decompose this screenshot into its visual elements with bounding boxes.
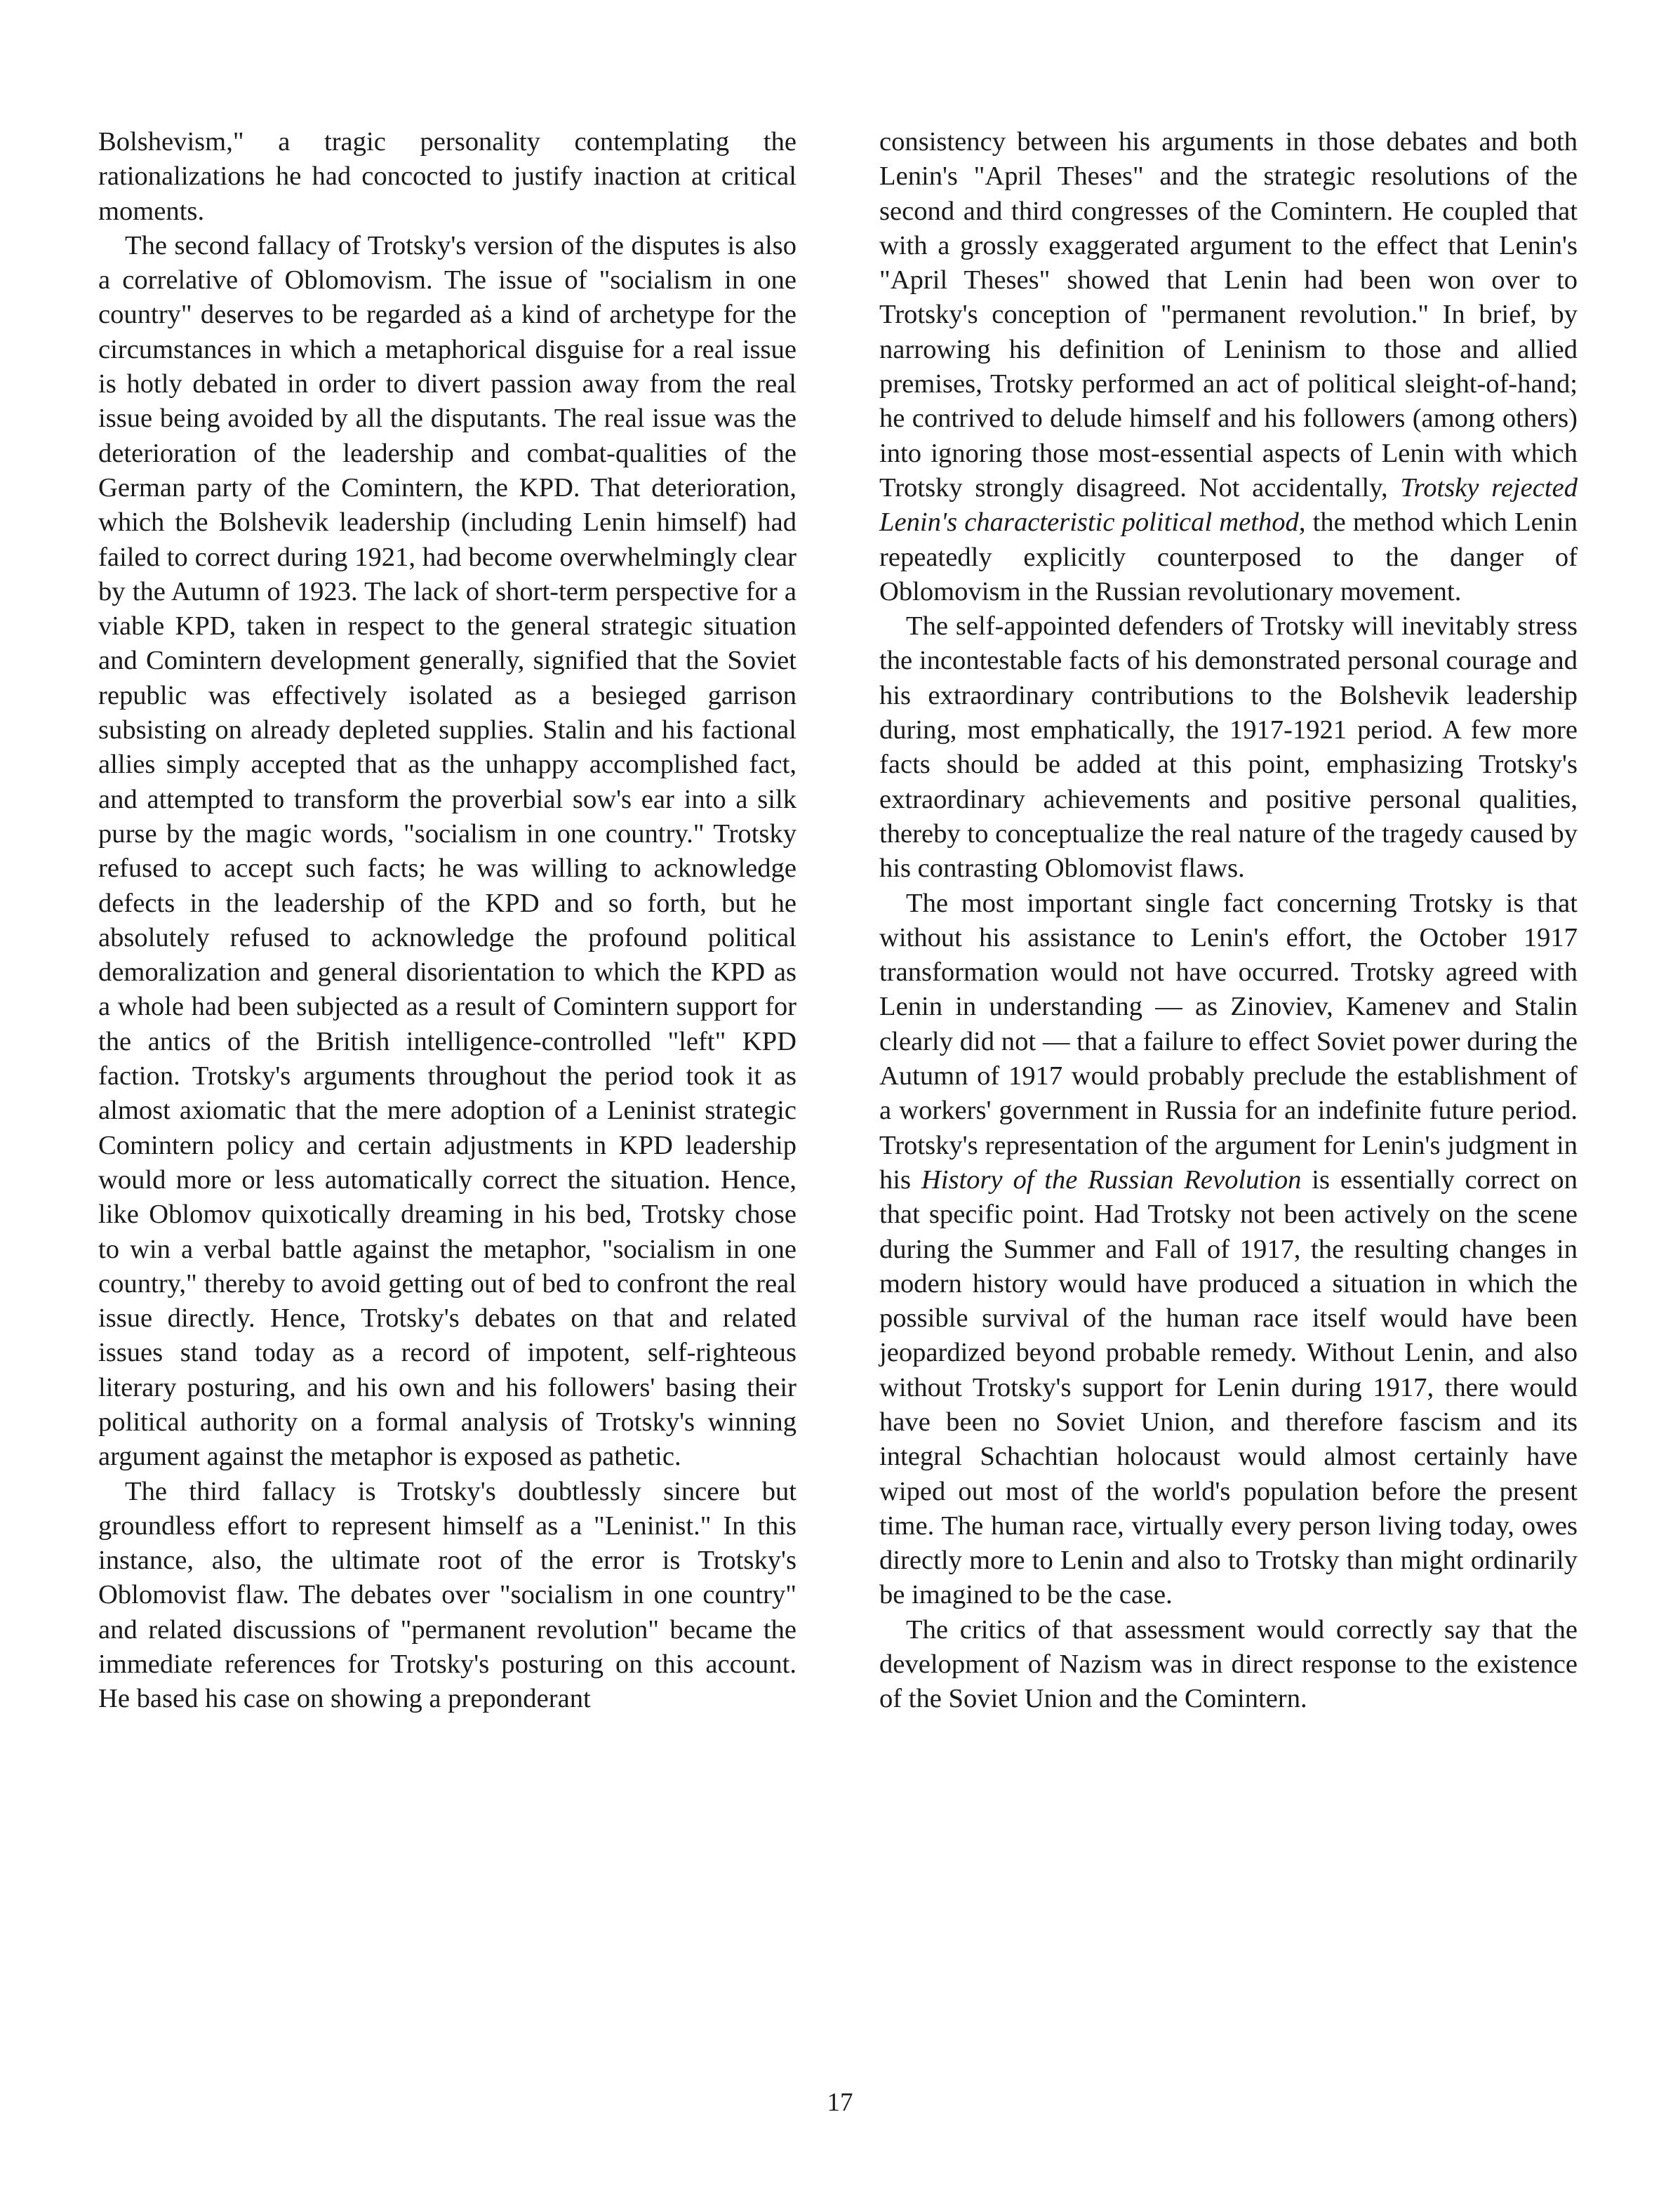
paragraph-consistency: [879, 125, 1578, 609]
paragraph-text: consistency between his arguments in those debates and both Lenin's "April Theses" and the strategic resolutions of the second and third congresses of the Comintern. He coupled that with a grossly exaggerated argument to the effect that Lenin's "April Theses" showed that Lenin had been won over to Trotsky's conception of "permanent revolution." In brief, by narrowing his definition of Leninism to those and allied premises, Trotsky performed an act of political sleight-of-hand; he contrived to delude himself and his followers (among others) into ignoring those most-essential aspects of Lenin with which Trotsky strongly disagreed. Not accidentally,: [879, 127, 1578, 503]
right-column: [879, 125, 1578, 1717]
paragraph-defenders: The self-appointed defenders of Trotsky will inevitably stress the incontestable facts of his demonstrated personal courage and his extraordinary contributions to the Bolshevik leadership during, most emphatically, the 1917-1921 period. A few more facts should be added at this point, emphasizing Trotsky's extraordinary achievements and positive personal qualities, thereby to conceptualize the real nature of the tragedy caused by his contrasting Oblomovist flaws.: [879, 611, 1578, 884]
paragraph-critics: The critics of that assessment would correctly say that the development of Nazism was in direct response to the existence of the Soviet Union and the Comintern.: [879, 1614, 1578, 1714]
emphasis-text: Trotsky rejected Lenin's characteristic political method: [879, 472, 1578, 538]
paragraph-important-fact: [879, 887, 1578, 1613]
book-title: History of the Russian Revolution: [921, 1164, 1302, 1195]
paragraph-text: , the method which Lenin repeatedly explicitly counterposed to the danger of Oblomovism in the Russian revolutionary movement.: [879, 507, 1578, 606]
left-column: [98, 125, 796, 1717]
paragraph-second-fallacy: The second fallacy of Trotsky's version of the disputes is also a correlative of Oblomovism. The issue of "socialism in one country" deserves to be regarded aṡ a kind of archetype for the circumstances in which a metaphorical disguise for a real issue is hotly debated in order to divert passion away from the real issue being avoided by all the disputants. The real issue was the deterioration of the leadership and combat-qualities of the German party of the Comintern, the KPD. That deterioration, which the Bolshevik leadership (including Lenin himself) had failed to correct during 1921, had become overwhelmingly clear by the Autumn of 1923. The lack of short-term perspective for a viable KPD, taken in respect to the general strategic situation and Comintern development generally, signified that the Soviet republic was effectively isolated as a besieged garrison subsisting on already depleted supplies. Stalin and his factional allies simply accepted that as the unhappy accomplished fact, and attempted to transform the proverbial sow's ear into a silk purse by the magic words, "socialism in one country." Trotsky refused to accept such facts; he was willing to acknowledge defects in the leadership of the KPD and so forth, but he absolutely refused to acknowledge the profound political demoralization and general disorientation to which the KPD as a whole had been subjected as a result of Comintern support for the antics of the British intelligence-controlled "left" KPD faction. Trotsky's arguments throughout the period took it as almost axiomatic that the mere adoption of a Leninist strategic Comintern policy and certain adjustments in KPD leadership would more or less automatically correct the situation. Hence, like Oblomov quixotically dreaming in his bed, Trotsky chose to win a verbal battle against the metaphor, "socialism in one country," thereby to avoid getting out of bed to confront the real issue directly. Hence, Trotsky's debates on that and related issues stand today as a record of impotent, self-righteous literary posturing, and his own and his followers' basing their political authority on a formal analysis of Trotsky's winning argument against the metaphor is exposed as pathetic.: [98, 230, 796, 1472]
paragraph-text: The most important single fact concerning Trotsky is that without his assistance to Lenin's effort, the October 1917 transformation would not have occurred. Trotsky agreed with Lenin in understanding — as Zinoviev, Kamenev and Stalin clearly did not — that a failure to effect Soviet power during the Autumn of 1917 would probably preclude the establishment of a workers' government in Russia for an indefinite future period. Trotsky's representation of the argument for Lenin's judgment in his: [879, 888, 1578, 1195]
paragraph-text: is essentially correct on that specific point. Had Trotsky not been actively on the scene during the Summer and Fall of 1917, the resulting changes in modern history would have produced a situation in which the possible survival of the human race itself would have been jeopardized beyond probable remedy. Without Lenin, and also without Trotsky's support for Lenin during 1917, there would have been no Soviet Union, and therefore fascism and its integral Schachtian holocaust would almost certainly have wiped out most of the world's population before the present time. The human race, virtually every person living today, owes directly more to Lenin and also to Trotsky than might ordinarily be imagined to be the case.: [879, 1164, 1578, 1610]
page-number: 17: [827, 2088, 853, 2117]
paragraph-continued: Bolshevism," a tragic personality contemplating the rationalizations he had concocted to justify inaction at critical moments.: [98, 127, 796, 226]
paragraph-third-fallacy: The third fallacy is Trotsky's doubtlessly sincere but groundless effort to represent himself as a "Leninist." In this instance, also, the ultimate root of the error is Trotsky's Oblomovist flaw. The debates over "socialism in one country" and related discussions of "permanent revolution" became the immediate references for Trotsky's posturing on this account. He based his case on showing a preponderant: [98, 1476, 796, 1714]
